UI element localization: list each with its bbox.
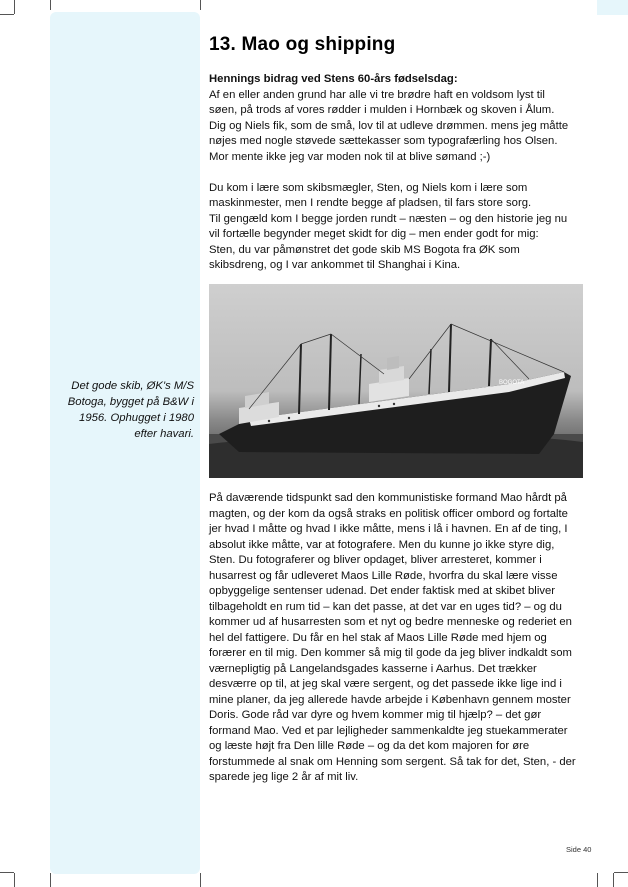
paragraph-3	[209, 491, 593, 786]
text-line: magten, og der kom da også straks en politisk officer ombord og fortalte	[209, 507, 568, 520]
crop-mark	[14, 873, 15, 887]
text-line: Doris. Gode råd var dyre og hvem kommer mig til hjælp? – det gør	[209, 709, 542, 721]
crop-mark	[0, 872, 14, 873]
text-line: hel del fattigere. Du får en hel stak af Maos Lille Røde med hjem og	[209, 631, 547, 644]
text-line: husarrest og får udleveret Maos Lille Røde, hvorfra du skal lære visse	[209, 569, 558, 582]
crop-mark	[14, 0, 15, 14]
text-line: absolut ikke måtte, var at fotografere. Men du kunne jo ikke styre dig,	[209, 538, 555, 551]
caption-line: Det gode skib, ØK's M/S	[71, 380, 194, 392]
caption-line: 1956. Ophugget i 1980	[79, 412, 194, 424]
intro-section	[209, 72, 593, 274]
text-line: vil fortælle begynder meget skidt for dig – men ender godt for mig:	[209, 228, 539, 240]
text-line: Mor mente ikke jeg var moden nok til at blive sømand ;-)	[209, 150, 491, 163]
text-line: forstummede al snak om Henning som sergent. Så tak for det, Sten, - der	[209, 755, 576, 768]
ship-name: BOGOTA	[499, 380, 525, 386]
paragraph-2	[209, 181, 593, 274]
text-line: Af en eller anden grund har alle vi tre brødre haft en voldsom lyst til	[209, 88, 545, 101]
text-line: Du kom i lære som skibsmægler, Sten, og Niels kom i lære som	[209, 181, 528, 194]
text-line: Til gengæld kom I begge jorden rundt – næsten – og den historie jeg nu	[209, 212, 568, 225]
text-line: desværre op til, at jeg skal være sergent, og det passede ikke lige ind i	[209, 678, 562, 690]
crop-mark	[50, 0, 51, 10]
crop-mark	[614, 872, 628, 873]
text-line: jer hvad I måtte og hvad I ikke måtte, mens i lå i havnen. En af de ting, I	[209, 523, 568, 535]
caption-line: Botoga, bygget på B&W i	[67, 396, 194, 408]
text-line: værnepligtig på Langelandsgades kasserne i Aarhus. Det trækker	[209, 662, 537, 675]
text-line: formand Mao. Ved et par lejligheder sammenkaldte jeg stuekammerater	[209, 724, 568, 737]
page-number: Side 40	[566, 845, 592, 854]
crop-mark	[597, 873, 598, 887]
ship-photo	[209, 284, 583, 478]
text-line: sparede jeg lige 2 år af mit liv.	[209, 771, 359, 783]
text-line: opbyggelige sentenser udenad. Det ender faktisk med at skibet bliver	[209, 585, 556, 597]
text-line: maskinmester, men I rendte begge af pladsen, til fars store sorg.	[209, 197, 532, 209]
caption-line: efter havari.	[134, 428, 194, 440]
crop-mark	[200, 0, 201, 10]
text-line: og læste højt fra Den lille Røde – og da det kom majoren for øre	[209, 740, 530, 752]
crop-mark	[613, 873, 614, 887]
text-line: tilbageholdt en rum tid – kan det passe, at det var en uges tid? – og du	[209, 600, 562, 613]
text-line: På daværende tidspunkt sad den kommunistiske formand Mao hårdt på	[209, 492, 567, 504]
text-line: mine planer, da jeg allerede havde arbejde i København gennem moster	[209, 693, 571, 706]
text-line: Sten, du var påmønstret det gode skib MS Bogota fra ØK som	[209, 243, 520, 256]
crop-mark	[200, 873, 201, 887]
text-line: skibsdreng, og I var ankommet til Shanghai i Kina.	[209, 259, 461, 271]
margin-sidebar-edge	[597, 0, 628, 15]
photo-caption	[58, 378, 194, 442]
text-line: nøjes med nogle støvede sættekasser som typografærling hos Olsen.	[209, 135, 558, 147]
text-line: forærer en til mig. Den kommer så mig til gode da jeg bliver indkaldt som	[209, 647, 572, 659]
ship-illustration	[209, 284, 583, 478]
text-line: Dig og Niels fik, som de små, lov til at udleve drømmen. mens jeg måtte	[209, 119, 569, 132]
text-line: kommer ud af husarresten som et nyt og bedre menneske og rederiet en	[209, 616, 572, 628]
intro-lead: Hennings bidrag ved Stens 60-års fødselsdag:	[209, 73, 458, 85]
chapter-title: 13. Mao og shipping	[209, 34, 396, 55]
crop-mark	[0, 14, 14, 15]
crop-mark	[50, 873, 51, 887]
margin-sidebar	[50, 12, 200, 874]
text-line: søen, på trods af vores rødder i mulden i Hornbæk og skoven i Ålum.	[209, 104, 555, 116]
text-line: Sten. Du fotograferer og bliver opdaget, bliver arresteret, kommer i	[209, 554, 542, 566]
